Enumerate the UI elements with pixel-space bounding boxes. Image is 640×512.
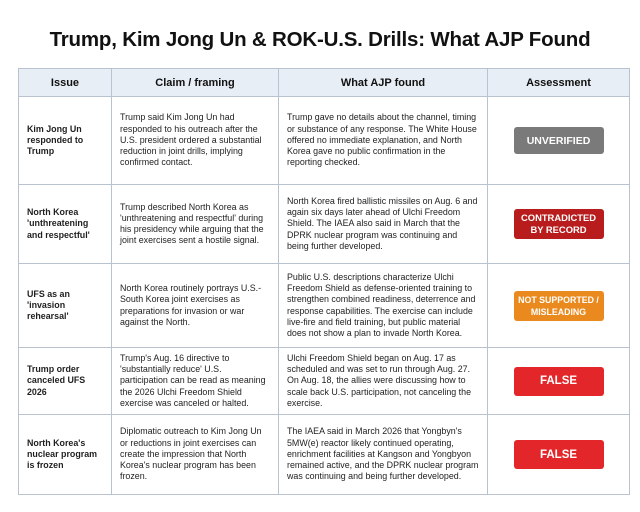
header-claim: Claim / framing — [112, 69, 279, 97]
assessment-badge: FALSE — [514, 440, 604, 469]
found-cell: Public U.S. descriptions characterize Ulchi Freedom Shield as defense-oriented training to strengthen combined readiness, deterrence and response capabilities. The exercise can include live-fire and field training, but public material does not show a plan to invade North Korea. — [279, 264, 488, 348]
found-cell: Ulchi Freedom Shield began on Aug. 17 as scheduled and was set to run through Aug. 27. On Aug. 18, the allies were discussing how to scale back U.S. participation, not canceling the exercise. — [279, 348, 488, 415]
table-row — [19, 185, 630, 264]
assessment-cell — [488, 97, 630, 185]
issue-cell: North Korea's nuclear program is frozen — [19, 415, 112, 495]
found-cell: The IAEA said in March 2026 that Yongbyn's 5MW(e) reactor likely continued operating, enrichment facilities at Kangson and Yongbyon remained active, and the DPRK nuclear program was continuing and being further developed. — [279, 415, 488, 495]
issue-cell: Kim Jong Un responded to Trump — [19, 97, 112, 185]
fact-check-table — [18, 68, 630, 495]
table-row — [19, 97, 630, 185]
assessment-cell — [488, 264, 630, 348]
table-row — [19, 264, 630, 348]
assessment-cell — [488, 185, 630, 264]
issue-cell: Trump order canceled UFS 2026 — [19, 348, 112, 415]
issue-cell: UFS as an 'invasion rehearsal' — [19, 264, 112, 348]
table-row — [19, 348, 630, 415]
claim-cell: Trump's Aug. 16 directive to 'substantially reduce' U.S. participation can be read as meaning the 2026 Ulchi Freedom Shield exercise was canceled or halted. — [112, 348, 279, 415]
table-header-row — [19, 69, 630, 97]
found-cell: Trump gave no details about the channel, timing or substance of any response. The White House offered no immediate explanation, and North Korea gave no public confirmation in the reporting checked. — [279, 97, 488, 185]
header-found: What AJP found — [279, 69, 488, 97]
claim-cell: Trump described North Korea as 'unthreatening and respectful' during his presidency while arguing that the joint exercises sent a hostile signal. — [112, 185, 279, 264]
assessment-badge: NOT SUPPORTED / MISLEADING — [514, 291, 604, 321]
header-issue: Issue — [19, 69, 112, 97]
table-row — [19, 415, 630, 495]
assessment-cell — [488, 348, 630, 415]
page-title: Trump, Kim Jong Un & ROK-U.S. Drills: What AJP Found — [49, 28, 591, 51]
header-assessment: Assessment — [488, 69, 630, 97]
claim-cell: North Korea routinely portrays U.S.-South Korea joint exercises as preparations for invasion or war against the North. — [112, 264, 279, 348]
issue-cell: North Korea 'unthreatening and respectful' — [19, 185, 112, 264]
claim-cell: Diplomatic outreach to Kim Jong Un or reductions in joint exercises can create the impression that North Korea's nuclear program has been frozen. — [112, 415, 279, 495]
found-cell: North Korea fired ballistic missiles on Aug. 6 and again six days later ahead of Ulchi Freedom Shield. The IAEA also said in March that the DPRK nuclear program was continuing and being further developed. — [279, 185, 488, 264]
claim-cell: Trump said Kim Jong Un had responded to his outreach after the U.S. president ordered a substantial reduction in joint drills, implying confirmed contact. — [112, 97, 279, 185]
assessment-badge: FALSE — [514, 367, 604, 396]
assessment-cell — [488, 415, 630, 495]
assessment-badge: UNVERIFIED — [514, 127, 604, 154]
assessment-badge: CONTRADICTED BY RECORD — [514, 209, 604, 239]
